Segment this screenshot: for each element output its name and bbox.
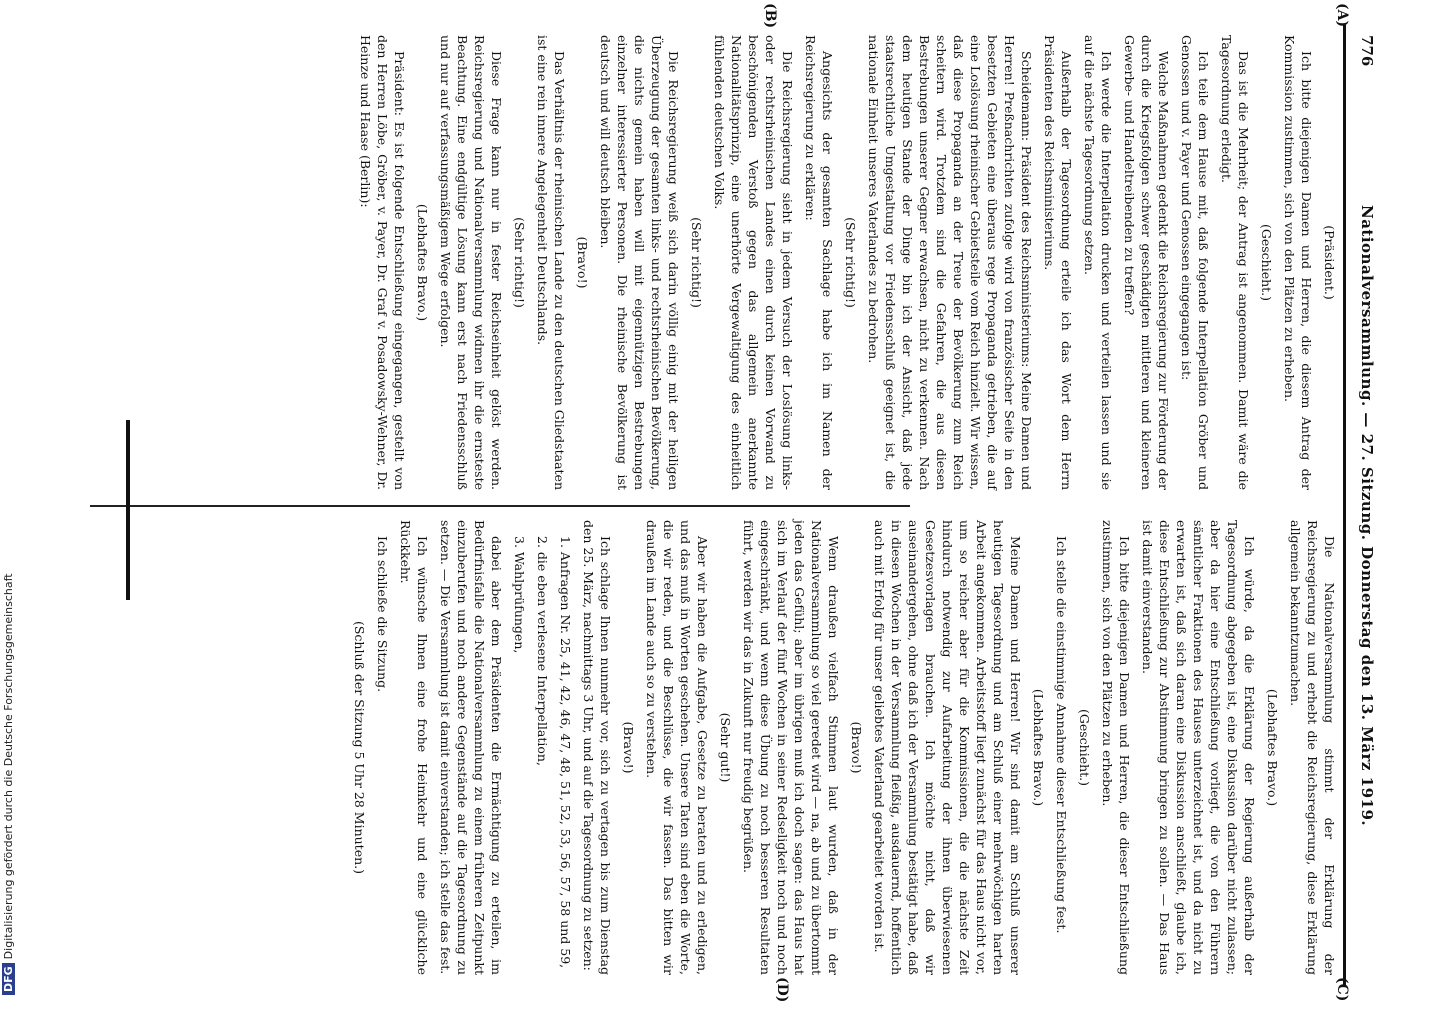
stage-direction: (Bravo!) <box>575 236 590 289</box>
stage-direction: (Sehr richtig!) <box>689 217 704 308</box>
stage-direction: (Geschieht.) <box>1259 223 1274 302</box>
paragraph: Ich schlage Ihnen nunmehr vor, sich zu vertagen bis zum Dienstag den 25. März, nachmittags 3 Uhr, und auf die Tagesordnung zu setzen: <box>581 520 613 975</box>
stage-direction: (Geschieht.) <box>1077 708 1092 787</box>
right-column <box>345 520 1338 975</box>
paragraph: Ich schließe die Sitzung. <box>375 536 390 693</box>
page-title: Nationalversammlung. — 27. Sitzung. Donnerstag den 13. März 1919. <box>1358 205 1376 827</box>
stage-direction: (Bravo!) <box>849 721 864 774</box>
paragraph: Präsident: Es ist folgende Entschließung eingegangen, gestellt von den Herren Löbe, Gröber, v. Payer, Dr. Graf v. Posadowsky-Wehner, Dr. Heinze und Haase (Berlin): <box>358 35 407 490</box>
column-divider <box>90 505 910 507</box>
paragraph: Ich stelle die einstimmige Annahme dieser Entschließung fest. <box>1054 536 1069 934</box>
paragraph: Meine Damen und Herren! Wir sind damit am Schluß unserer heutigen Tagesordnung und am Schluß einer mehrwöchigen harten Arbeit angekommen. Arbeitsstoff liegt zunächst für das Haus nicht vor, um so reicher aber für die Kommissionen, die die nächste Zeit hindurch notwendig zur Aufarbeitung der ihnen überwiesenen Gesetzesvorlagen brauchen. Ich möchte nicht, daß wir auseinandergehen, ohne daß ich der Versammlung bestätigt habe, daß in diesen Wochen in der Versammlung fleißig, ausdauernd, hoffentlich auch mit Erfolg für unser geliebtes Vaterland gearbeitet worden ist. <box>872 520 1023 975</box>
paragraph: Die Reichsregierung weiß sich darin völlig einig mit der heiligen Überzeugung der gesamten links- und rechtsrheinischen Bevölkerung, die nichts gemein haben will mit eigennützigen Bestrebungen einzelner interessierter Personen. Die rheinische Bevölkerung ist deutsch und will deutsch bleiben. <box>598 35 681 490</box>
scan-artifact-bar <box>126 420 130 600</box>
paragraph: Die Reichsregierung sieht in jedem Versuch der Loslösung links- oder rechtsrheinischen Landes einen durch keinen Vorwand zu beschönigenden Verstoß gegen das allgemein anerkannte Nationalitätsprinzip, eine unerhörte Vergewaltigung des einheitlich fühlenden deutschen Volks. <box>712 35 795 490</box>
margin-mark-a: (A) <box>1334 3 1350 28</box>
paragraph: 3. Wahlprüfungen, <box>512 536 527 654</box>
stage-direction: (Lebhaftes Bravo.) <box>1031 688 1046 807</box>
stage-direction: (Lebhaftes Bravo.) <box>1265 688 1280 807</box>
paragraph: Ich werde die Interpellation drucken und verteilen lassen und sie auf die nächste Tagesordnung setzen. <box>1082 35 1114 490</box>
dfg-logo: DFG <box>2 963 15 995</box>
paragraph: Scheidemann: Präsident des Reichsministeriums: Meine Damen und Herren! Preßnachrichten zufolge wird von französischer Seite in den besetzten Gebieten eine überaus rege Propaganda getrieben, die auf eine Loslösung rheinischer Gebietsteile vom Reich hinzielt. Wir wissen, daß diese Propaganda an der Treue der Bevölkerung zum Reich scheitern wird. Trotzdem sind die Gefahren, die aus diesen Bestrebungen unserer Gegner erwachsen, nicht zu verkennen. Nach dem heutigen Stande der Dinge bin ich der Ansicht, daß jede staatsrechtliche Umgestaltung vor Friedensschluß geeignet ist, die nationale Einheit unseres Vaterlandes zu bedrohen. <box>866 35 1034 490</box>
margin-mark-b: (B) <box>762 3 778 29</box>
scanned-page <box>10 3 1390 1015</box>
page-number: 776 <box>1358 35 1376 67</box>
paragraph: Ich wünsche Ihnen eine frohe Heimkehr und eine glückliche Rückkehr. <box>398 520 430 975</box>
digitization-footer <box>2 573 15 995</box>
stage-direction: (Bravo!) <box>621 721 636 774</box>
margin-mark-d: (D) <box>774 977 790 1003</box>
paragraph: Ich teile dem Hause mit, daß folgende Interpellation Gröber und Genossen und v. Payer und Genossen eingegangen ist: <box>1179 35 1211 490</box>
stage-direction: (Sehr richtig!) <box>512 217 527 308</box>
paragraph: Außerhalb der Tagesordnung erteile ich das Wort dem Herrn Präsidenten des Reichsministeriums. <box>1042 35 1074 490</box>
paragraph: Angesichts der gesamten Sachlage habe ich im Namen der Reichsregierung zu erklären: <box>803 35 835 490</box>
footer-text: Digitalisierung gefördert durch die Deutsche Forschungsgemeinschaft <box>2 573 15 960</box>
paragraph: dabei aber dem Präsidenten die Ermächtigung zu erteilen, im Bedürfnisfalle die Nationalversammlung zu einem früheren Zeitpunkt einzuberufen und noch andere Gegenstände auf die Tagesordnung zu setzen. — Die Versammlung ist damit einverstanden; ich stelle das fest. <box>438 520 504 975</box>
stage-direction: (Sehr gut!) <box>718 712 733 783</box>
stage-direction: (Schluß der Sitzung 5 Uhr 28 Minuten.) <box>352 620 367 874</box>
paragraph: 2. die eben verlesene Interpellation, <box>535 536 550 766</box>
paragraph: Ich würde, da die Erklärung der Regierung außerhalb der Tagesordnung abgegeben ist, eine Diskussion darüber nicht zulassen; aber da hier eine Entschließung vorliegt, die von den Führern sämtlicher Fraktionen des Hauses unterzeichnet ist, und da nicht zu erwarten ist, daß sich daran eine Diskussion anschließt, glaube ich, diese Entschließung zur Abstimmung bringen zu sollen. — Das Haus ist damit einverstanden. <box>1140 520 1257 975</box>
header-rule <box>1343 25 1346 985</box>
page-header <box>1350 35 1380 975</box>
paragraph: Das ist die Mehrheit; der Antrag ist angenommen. Damit wäre die Tagesordnung erledigt. <box>1219 35 1251 490</box>
paragraph: 1. Anfragen Nr. 25, 41, 42, 46, 47, 48, 51, 52, 53, 56, 57, 58 und 59, <box>558 536 573 969</box>
paragraph: Diese Frage kann nur in fester Reichseinheit gelöst werden. Reichsregierung und Nationalversammlung widmen ihr die ernsteste Beachtung. Eine endgültige Lösung kann erst nach Friedensschluß und nur auf verfassungsmäßigem Wege erfolgen. <box>438 35 504 490</box>
paragraph: Die Nationalversammlung stimmt der Erklärung der Reichsregierung zu und erhebt die Reichsregierung, diese Erklärung allgemein bekanntzumachen. <box>1288 520 1337 975</box>
stage-direction: (Präsident.) <box>1322 225 1337 300</box>
stage-direction: (Sehr richtig!) <box>843 217 858 308</box>
paragraph: Das Verhältnis der rheinischen Lande zu den deutschen Gliedstaaten ist eine rein innere Angelegenheit Deutschlands. <box>535 35 567 490</box>
paragraph: Welche Maßnahmen gedenkt die Reichsregierung zur Förderung der durch die Kriegsfolgen schwer geschädigten mittleren und kleineren Gewerbe- und Handeltreibenden zu treffen? <box>1122 35 1171 490</box>
paragraph: Ich bitte diejenigen Damen und Herren, die dieser Entschließung zustimmen, sich von den Plätzen zu erheben. <box>1100 520 1132 975</box>
left-column <box>351 35 1338 490</box>
paragraph: Aber wir haben die Aufgabe, Gesetze zu beraten und zu erledigen, und das muß in Worten geschehen. Unsere Taten sind eben die Worte, die wir reden, und die Beschlüsse, die wir fassen. Das bitten wir draußen im Lande auch so zu verstehen. <box>644 520 710 975</box>
paragraph: Ich bitte diejenigen Damen und Herren, die diesem Antrag der Kommission zustimmen, sich von den Plätzen zu erheben. <box>1282 35 1314 490</box>
stage-direction: (Lebhaftes Bravo.) <box>415 203 430 322</box>
paragraph: Wenn draußen vielfach Stimmen laut wurden, daß in der Nationalversammlung so viel geredet wird — na, ab und zu übertommt jeden das Gefühl; aber im übrigen muß ich doch sagen: das Haus hat sich im Verlauf der fünf Wochen in seiner Redseligkeit noch und noch eingeschränkt, und wenn diese Übung zu noch besseren Resultaten führt, werden wir das in Zukunft nur freudig begrüßen. <box>741 520 841 975</box>
margin-mark-c: (C) <box>1334 977 1350 1002</box>
